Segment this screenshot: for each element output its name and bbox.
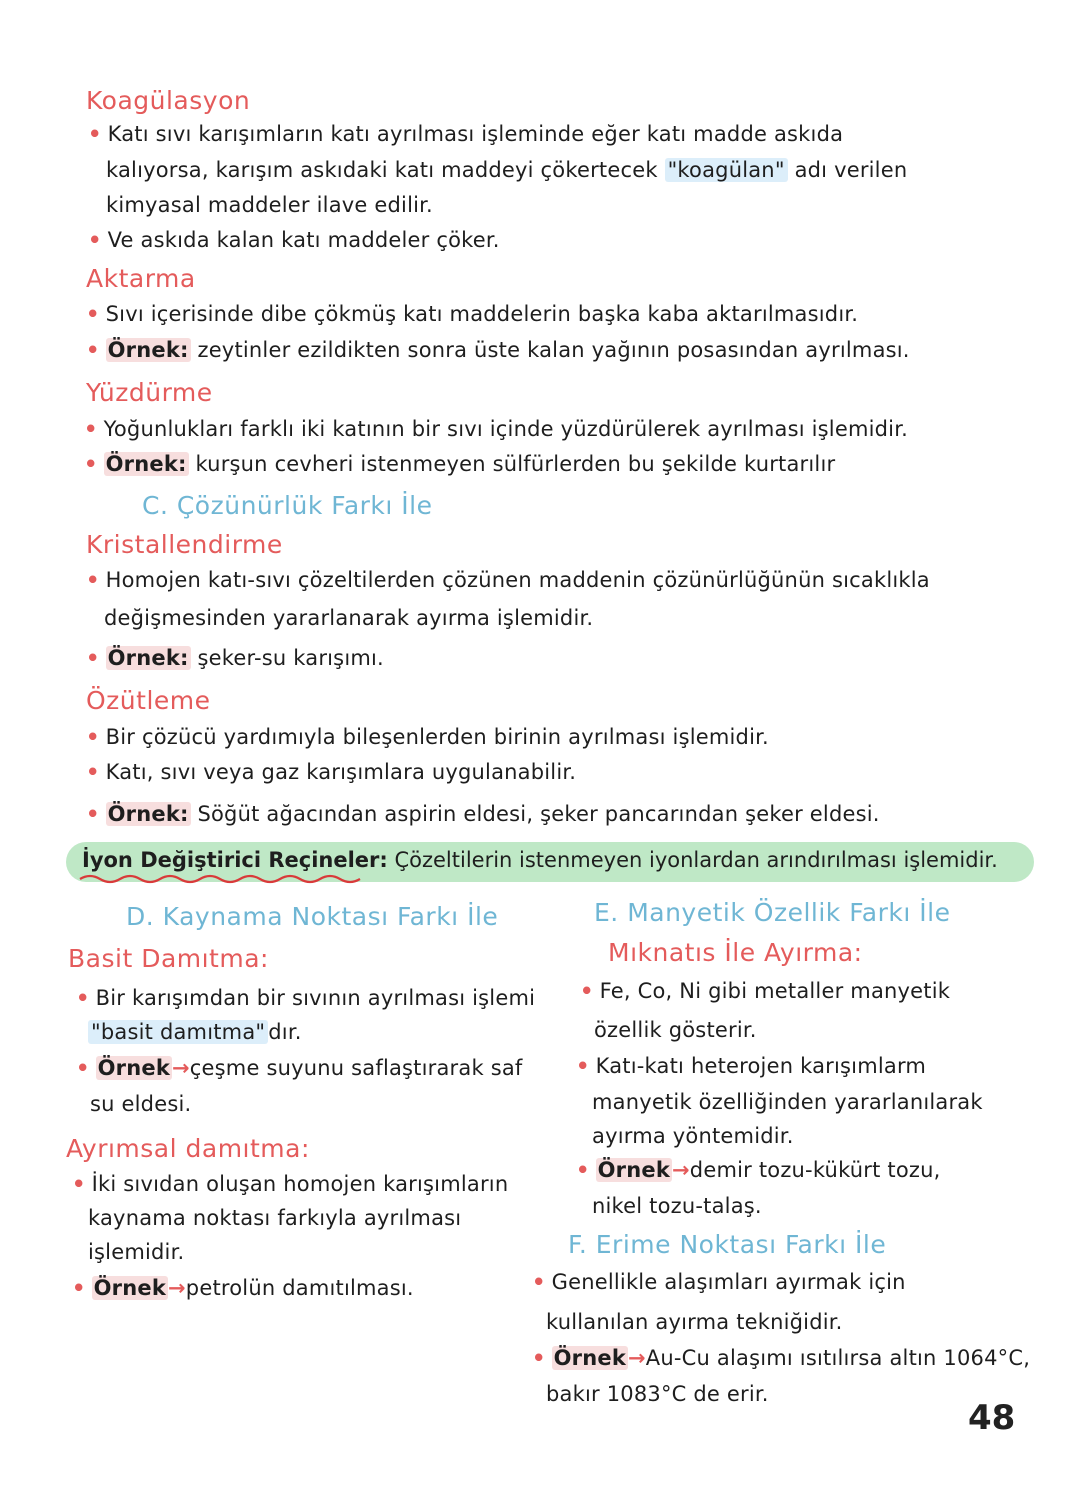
section-heading-d: D. Kaynama Noktası Farkı İle — [126, 902, 499, 931]
bullet-dot: • — [532, 1270, 546, 1294]
heading-miknatis: Mıknatıs İle Ayırma: — [608, 938, 863, 967]
miknatis-line-5: ayırma yöntemidir. — [592, 1124, 794, 1148]
section-heading-c: C. Çözünürlük Farkı İle — [142, 491, 433, 520]
ayrimsal-line-2: kaynama noktası farkıyla ayrılması — [88, 1206, 462, 1230]
example-label: Örnek: — [107, 338, 189, 362]
miknatis-line-4: manyetik özelliğinden yararlanılarak — [592, 1090, 983, 1114]
heading-kristallendirme: Kristallendirme — [86, 530, 283, 559]
section-heading-f: F. Erime Noktası Farkı İle — [568, 1230, 887, 1259]
basit-line-2: "basit damıtma" dır. — [88, 1020, 302, 1044]
yuzdurme-line-1: • Yoğunlukları farklı iki katının bir sıvı içinde yüzdürülerek ayrılması işlemidir. — [84, 417, 908, 441]
bullet-dot: • — [576, 1054, 590, 1078]
example-label: Örnek — [597, 1158, 670, 1182]
page-number: 48 — [968, 1398, 1016, 1438]
kristallendirme-line-1: • Homojen katı-sıvı çözeltilerden çözünen maddenin çözünürlüğünün sıcaklıkla — [86, 568, 930, 592]
ozutleme-line-2: • Katı, sıvı veya gaz karışımlara uygulanabilir. — [86, 760, 577, 784]
bullet-dot: • — [576, 1158, 590, 1182]
term-basit-damitma: "basit damıtma" — [88, 1020, 268, 1044]
kristallendirme-line-2: değişmesinden yararlanarak ayırma işlemidir. — [104, 606, 594, 630]
bullet-dot: • — [86, 760, 100, 784]
ayrimsal-line-1: • İki sıvıdan oluşan homojen karışımların — [72, 1172, 509, 1196]
ayrimsal-line-3: işlemidir. — [88, 1240, 185, 1264]
heading-yuzdurme: Yüzdürme — [86, 378, 213, 407]
bullet-dot: • — [76, 1056, 90, 1080]
bullet-dot: • — [532, 1346, 546, 1370]
bullet-dot: • — [72, 1172, 86, 1196]
bullet-dot: • — [86, 802, 100, 826]
heading-aktarma: Aktarma — [86, 264, 196, 293]
ayrimsal-example: • Örnek→petrolün damıtılması. — [72, 1276, 414, 1300]
erime-example-line-2: bakır 1083°C de erir. — [546, 1382, 769, 1406]
example-label: Örnek — [93, 1276, 166, 1300]
aktarma-line-1: • Sıvı içerisinde dibe çökmüş katı maddelerin başka kaba aktarılmasıdır. — [86, 302, 859, 326]
erime-line-2: kullanılan ayırma tekniğidir. — [546, 1310, 843, 1334]
bullet-dot: • — [76, 986, 90, 1010]
yuzdurme-example: • Örnek: kurşun cevheri istenmeyen sülfürlerden bu şekilde kurtarılır — [84, 452, 836, 476]
erime-line-1: • Genellikle alaşımları ayırmak için — [532, 1270, 906, 1294]
example-label: Örnek: — [107, 646, 189, 670]
bullet-dot: • — [580, 979, 594, 1003]
aktarma-example: • Örnek: zeytinler ezildikten sonra üste kalan yağının posasından ayrılması. — [86, 338, 910, 362]
basit-example: • Örnek→çeşme suyunu saflaştırarak saf — [76, 1056, 523, 1080]
ozutleme-line-1: • Bir çözücü yardımıyla bileşenlerden birinin ayrılması işlemidir. — [86, 725, 769, 749]
miknatis-line-1: • Fe, Co, Ni gibi metaller manyetik — [580, 979, 951, 1003]
bullet-dot: • — [86, 568, 100, 592]
heading-koagulasyon: Koagülasyon — [86, 86, 251, 115]
bullet-dot: • — [86, 338, 100, 362]
basit-line-1: • Bir karışımdan bir sıvının ayrılması işlemi — [76, 986, 536, 1010]
arrow-icon: → — [628, 1346, 646, 1370]
example-label: Örnek: — [107, 802, 189, 826]
example-label: Örnek — [97, 1056, 170, 1080]
section-heading-e: E. Manyetik Özellik Farkı İle — [594, 898, 951, 927]
koagulasyon-line-4: • Ve askıda kalan katı maddeler çöker. — [88, 228, 500, 252]
heading-basit-damitma: Basit Damıtma: — [68, 944, 269, 973]
bullet-dot: • — [72, 1276, 86, 1300]
term-iyon-degistirici: İyon Değiştirici Reçineler: — [82, 848, 388, 872]
koagulasyon-line-2: kalıyorsa, karışım askıdaki katı maddeyi çökertecek "koagülan" adı verilen — [106, 158, 908, 182]
bullet-dot: • — [84, 452, 98, 476]
example-label: Örnek — [553, 1346, 626, 1370]
arrow-icon: → — [168, 1276, 186, 1300]
erime-example: • Örnek→Au-Cu alaşımı ısıtılırsa altın 1064°C, — [532, 1346, 1031, 1370]
iyon-degistirici-line: İyon Değiştirici Reçineler: Çözeltilerin istenmeyen iyonlardan arındırılması işlemidir. — [82, 848, 998, 872]
term-koagulan: "koagülan" — [665, 158, 788, 182]
red-squiggle-underline — [78, 872, 370, 886]
miknatis-line-3: • Katı-katı heterojen karışımlarm — [576, 1054, 927, 1078]
arrow-icon: → — [172, 1056, 190, 1080]
miknatis-line-2: özellik gösterir. — [594, 1018, 757, 1042]
heading-ayrimsal-damitma: Ayrımsal damıtma: — [66, 1134, 310, 1163]
kristallendirme-example: • Örnek: şeker-su karışımı. — [86, 646, 384, 670]
bullet-dot: • — [86, 725, 100, 749]
miknatis-example-line-2: nikel tozu-talaş. — [592, 1194, 762, 1218]
ozutleme-example: • Örnek: Söğüt ağacından aspirin eldesi, şeker pancarından şeker eldesi. — [86, 802, 880, 826]
heading-ozutleme: Özütleme — [86, 686, 211, 715]
arrow-icon: → — [672, 1158, 690, 1182]
bullet-dot: • — [86, 302, 100, 326]
bullet-dot: • — [84, 417, 98, 441]
example-label: Örnek: — [105, 452, 187, 476]
bullet-dot: • — [86, 646, 100, 670]
koagulasyon-line-3: kimyasal maddeler ilave edilir. — [106, 193, 433, 217]
bullet-dot: • — [88, 122, 102, 146]
koagulasyon-line-1: • Katı sıvı karışımların katı ayrılması işleminde eğer katı madde askıda — [88, 122, 844, 146]
miknatis-example: • Örnek→demir tozu-kükürt tozu, — [576, 1158, 941, 1182]
basit-example-line-2: su eldesi. — [90, 1092, 192, 1116]
bullet-dot: • — [88, 228, 102, 252]
